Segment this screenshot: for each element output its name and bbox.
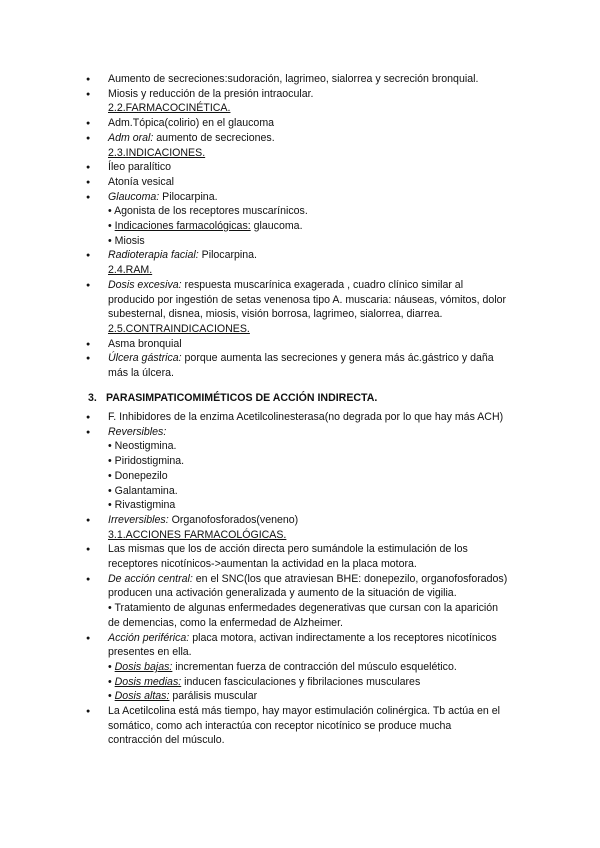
dose-label: Dosis altas:: [114, 690, 170, 703]
line-text: • Agonista de los receptores muscarínicos.: [108, 205, 308, 218]
bullet-item: [108, 117, 274, 130]
section-title: PARASIMPATICOMIMÉTICOS DE ACCIÓN INDIRECTA.: [106, 392, 378, 404]
line-text-continued: glaucoma.: [250, 220, 303, 232]
line-text: La Acetilcolina está más tiempo, hay mayor estimulación colinérgica. Tb actúa en el: [108, 705, 500, 717]
dose-label: Dosis bajas:: [114, 660, 173, 673]
line-text: placa motora, activan indirectamente a los receptores nicotínicos: [189, 631, 497, 644]
line-text: Las mismas que los de acción directa pero sumándole la estimulación de los: [108, 543, 468, 556]
line-text: Atonía vesical: [108, 175, 174, 188]
line-text: •: [108, 220, 115, 232]
heading-text: 2.5.CONTRAINDICACIONES.: [108, 322, 250, 335]
italic-label: Radioterapia facial:: [108, 249, 199, 262]
line-text: • Galantamina.: [108, 484, 178, 497]
bullet-item: [108, 411, 503, 424]
heading-text: 2.4.RAM.: [108, 264, 153, 277]
text-line: [108, 308, 442, 321]
line-text-continued: incrementan fuerza de contracción del músculo esquelético.: [172, 660, 457, 673]
bullet-item: [108, 132, 275, 145]
italic-label: De acción central:: [108, 572, 193, 585]
text-line: [108, 720, 451, 733]
line-text: receptores nicotínicos->aumentan la actividad en la placa motora.: [108, 558, 417, 570]
bullet-item: [108, 73, 478, 86]
bullet-item: [108, 352, 494, 365]
line-text: somático, como ach interactúa con receptor nicotínico se produce mucha: [108, 719, 452, 732]
italic-label: Dosis excesiva:: [108, 278, 182, 291]
text-line: [108, 734, 225, 747]
text-line: [108, 205, 308, 218]
text-line: [108, 676, 420, 689]
line-text: • Miosis: [108, 234, 145, 247]
line-text: Organofosforados(veneno): [168, 513, 299, 526]
subsection-heading: [108, 147, 205, 160]
bullet-item: [108, 191, 218, 204]
line-text-continued: parálisis muscular: [169, 690, 258, 703]
line-text: Adm.Tópica(colirio) en el glaucoma: [108, 117, 275, 130]
italic-label: Acción periférica:: [108, 631, 190, 644]
italic-label: Glaucoma:: [108, 190, 160, 203]
text-line: [108, 646, 192, 659]
text-line: [108, 617, 343, 630]
line-text: porque aumenta las secreciones y genera más ác.gástrico y daña: [181, 352, 494, 365]
dose-label: Dosis medias:: [114, 675, 182, 688]
bullet-item: [108, 161, 171, 174]
text-line: [108, 587, 457, 600]
bullet-item: [108, 632, 497, 645]
bullet-item: [108, 279, 463, 292]
text-line: [108, 602, 498, 615]
line-text: Íleo paralítico: [108, 161, 172, 174]
text-line: [108, 235, 145, 248]
text-line: [108, 470, 168, 483]
line-text: • Donepezilo: [108, 469, 168, 482]
line-text: Miosis y reducción de la presión intraocular.: [108, 87, 314, 100]
line-text: respuesta muscarínica exagerada , cuadro clínico similar al: [181, 278, 464, 291]
line-text: •: [108, 675, 115, 688]
text-line: [108, 690, 257, 703]
line-text: contracción del músculo.: [108, 734, 225, 747]
line-text-continued: inducen fasciculaciones y fibrilaciones musculares: [181, 675, 421, 688]
line-text: •: [108, 690, 115, 703]
line-text: subesternal, disnea, miosis, visión borrosa, lagrimeo, sialorrea, diarrea.: [108, 308, 443, 321]
underlined-label: Indicaciones farmacológicas:: [114, 220, 251, 232]
bullet-item: [108, 573, 507, 586]
bullet-item: [108, 88, 314, 101]
subsection-heading: [108, 323, 250, 336]
line-text: F. Inhibidores de la enzima Acetilcolinesterasa(no degrada por lo que hay más ACH): [108, 411, 504, 423]
heading-text: 3.1.ACCIONES FARMACOLÓGICAS.: [108, 528, 287, 541]
subsection-heading: [108, 529, 286, 542]
line-text: Pilocarpina.: [159, 190, 218, 203]
text-line: [108, 367, 174, 380]
line-text: • Piridostigmina.: [108, 455, 185, 468]
bullet-item: [108, 426, 166, 439]
line-text: Aumento de secreciones:sudoración, lagrimeo, sialorrea y secreción bronquial.: [108, 73, 479, 85]
text-line: [108, 455, 184, 468]
line-text: de demencias, como la enfermedad de Alzheimer.: [108, 616, 343, 629]
bullet-item: [108, 338, 182, 351]
line-text: •: [108, 660, 115, 673]
italic-label: Adm oral:: [108, 131, 154, 144]
line-text: • Rivastigmina: [108, 499, 176, 512]
bullet-item: [108, 176, 174, 189]
line-text: • Neostigmina.: [108, 440, 177, 453]
line-text: Asma bronquial: [108, 337, 182, 350]
italic-label: Reversibles:: [108, 425, 167, 438]
line-text: presentes en ella.: [108, 646, 192, 659]
text-line: [108, 440, 176, 453]
italic-label: Irreversibles:: [108, 513, 169, 526]
text-line: [108, 220, 303, 233]
bullet-item: [108, 543, 468, 556]
line-text: producen una activación generalizada y aumento de la situación de vigilia.: [108, 587, 457, 600]
subsection-heading: [108, 102, 230, 115]
line-text: más la úlcera.: [108, 367, 174, 379]
line-text: aumento de secreciones.: [153, 131, 275, 144]
bullet-item: [108, 514, 298, 527]
text-line: [108, 558, 417, 571]
bullet-item: [108, 705, 500, 718]
line-text: en el SNC(los que atraviesan BHE: donepezilo, organofosforados): [192, 572, 508, 585]
heading-text: 2.3.INDICACIONES.: [108, 146, 206, 159]
bullet-item: [108, 249, 257, 262]
italic-label: Úlcera gástrica:: [108, 352, 182, 365]
text-line: [108, 499, 175, 512]
text-line: [108, 294, 506, 307]
line-text: producido por ingestión de setas venenosa tipo A. muscaria: náuseas, vómitos, dolor: [108, 293, 507, 306]
subsection-heading: [108, 264, 152, 277]
text-line: [108, 661, 457, 674]
section-3-heading: [88, 392, 377, 405]
text-line: [108, 485, 178, 498]
line-text: Pilocarpina.: [198, 249, 257, 262]
line-text: • Tratamiento de algunas enfermedades degenerativas que cursan con la aparición: [108, 602, 499, 615]
section-number: 3.: [88, 392, 97, 404]
heading-text: 2.2.FARMACOCINÉTICA.: [108, 102, 231, 115]
